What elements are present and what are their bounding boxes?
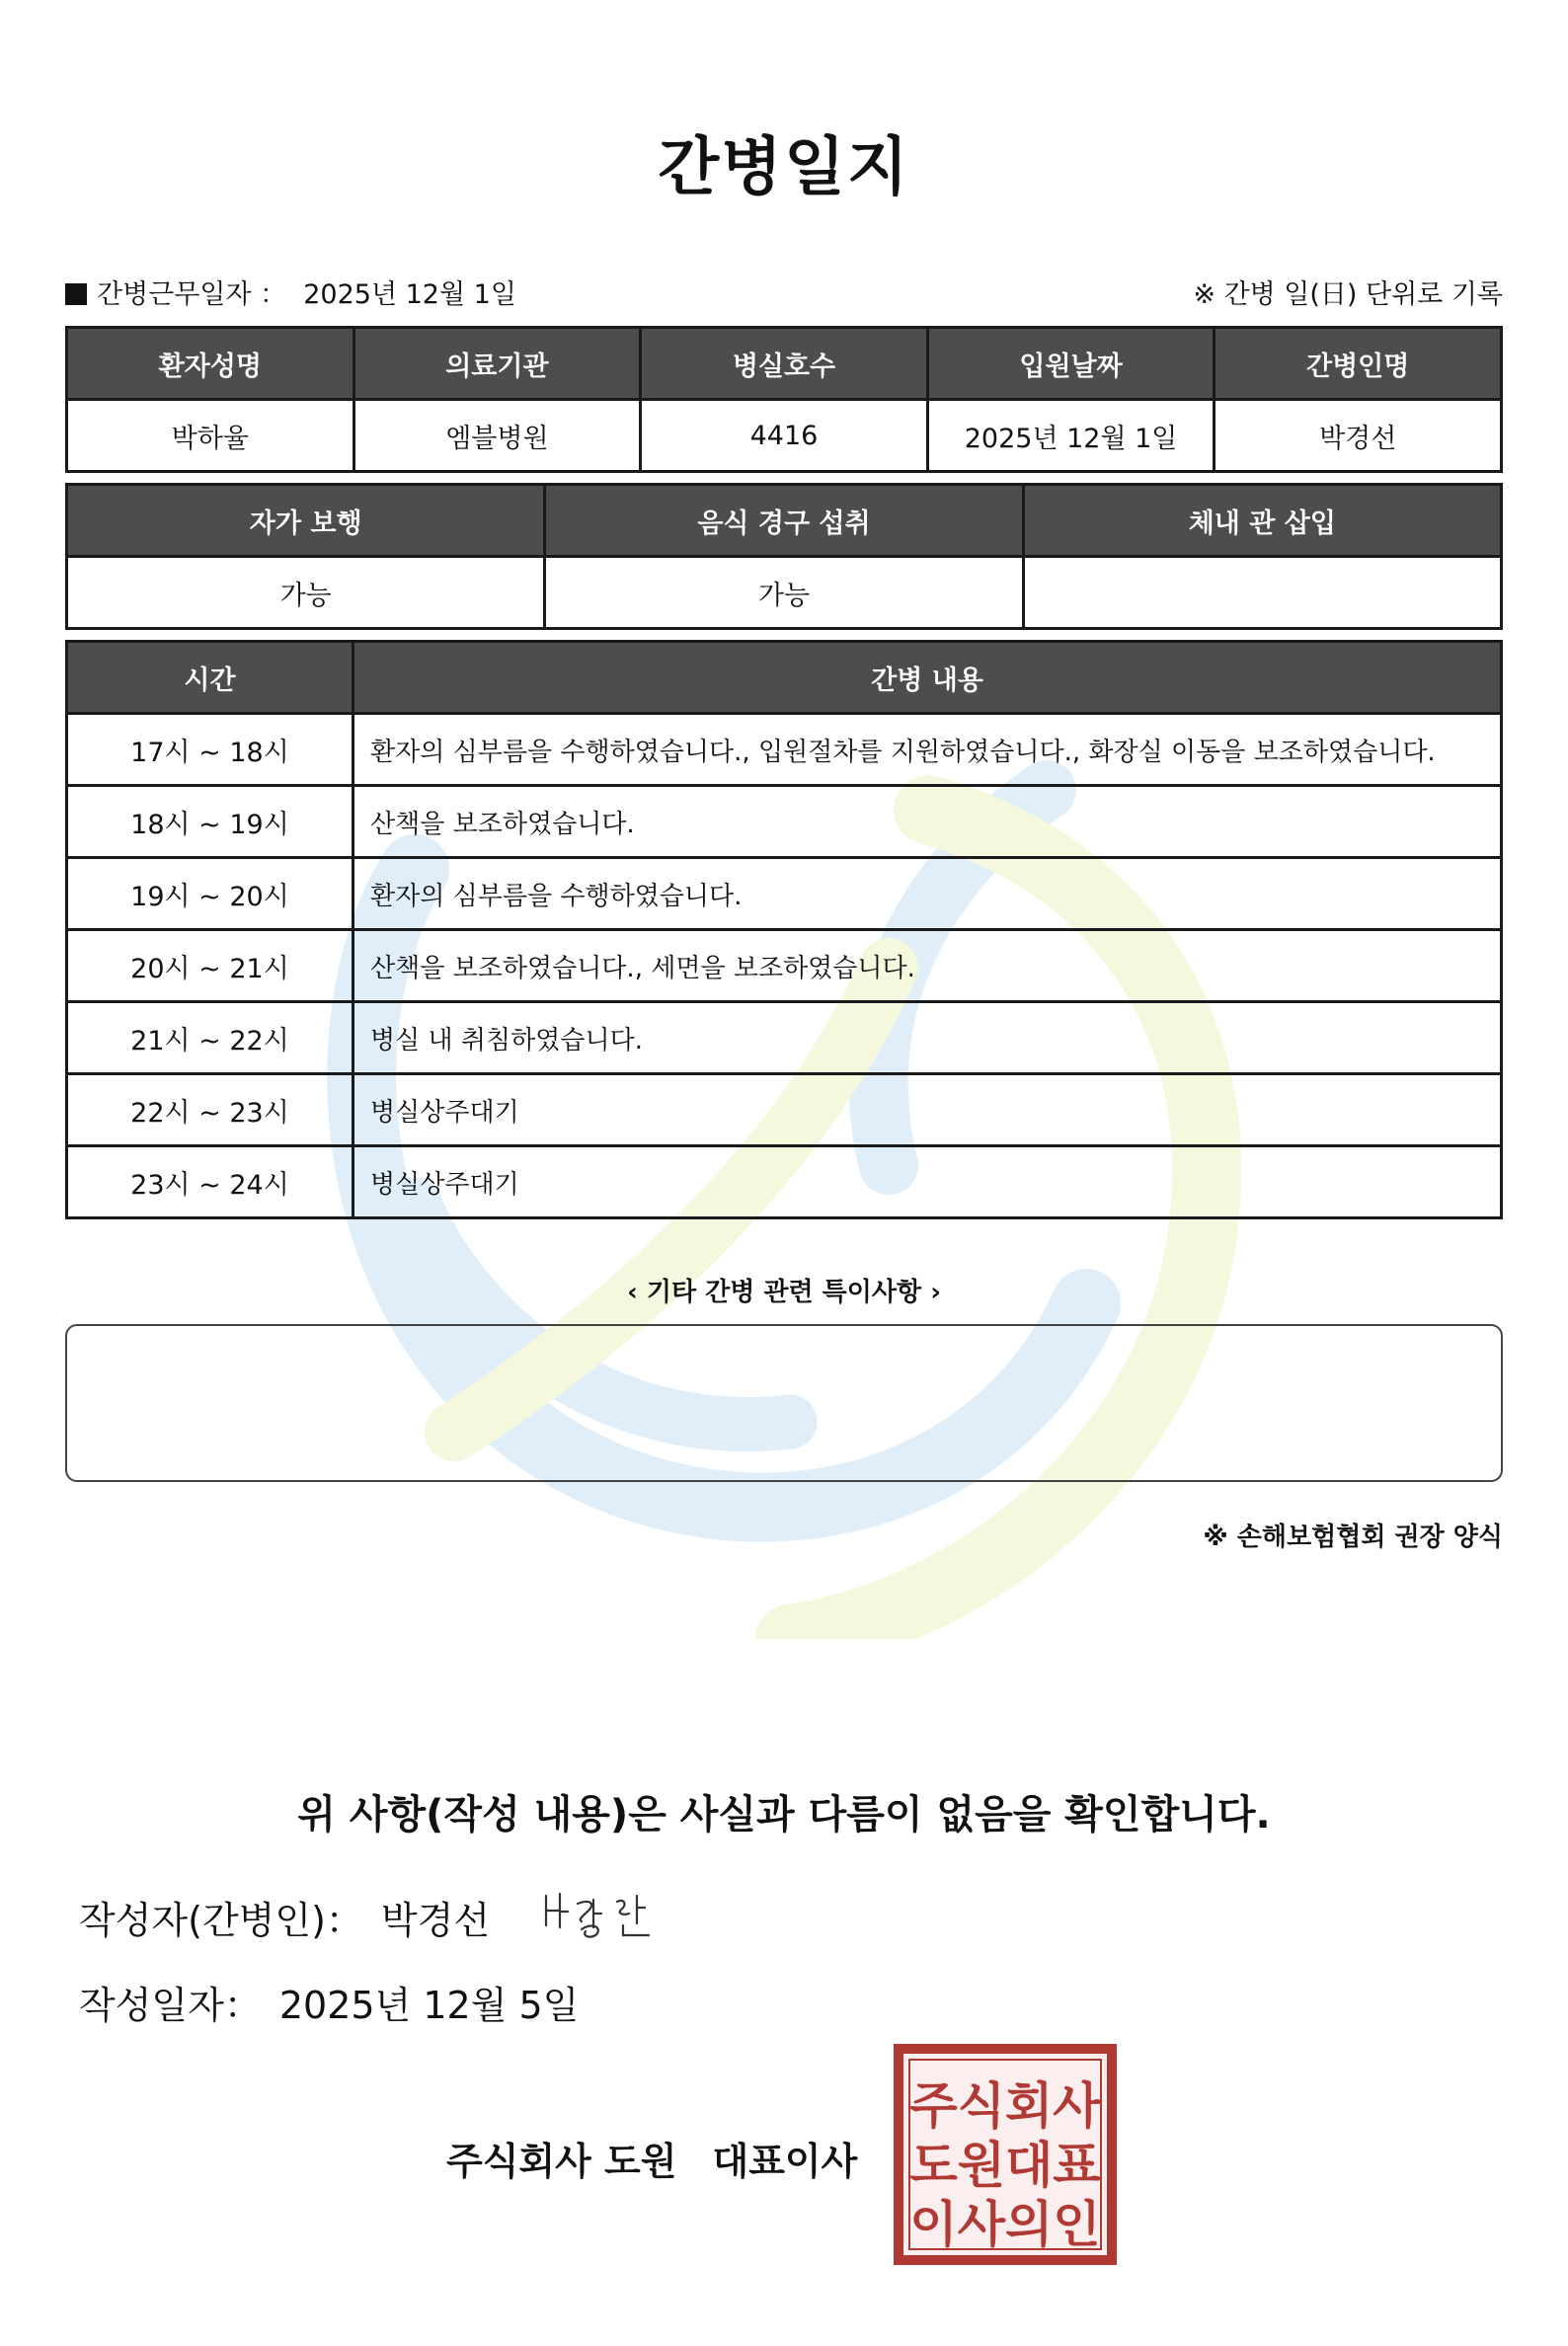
header-tube-insertion: 체내 관 삽입 <box>1023 485 1501 557</box>
table-row <box>67 1146 1502 1218</box>
table-row <box>67 930 1502 1002</box>
care-log-header-row <box>67 642 1502 714</box>
patient-header-row <box>67 328 1502 400</box>
svg-text:도원대표: 도원대표 <box>909 2137 1101 2194</box>
content-cell: 환자의 심부름을 수행하였습니다., 입원절차를 지원하였습니다., 화장실 이동을 보조하였습니다. <box>353 714 1502 786</box>
content-cell: 산책을 보조하였습니다., 세면을 보조하였습니다. <box>353 930 1502 1002</box>
patient-status-table <box>65 483 1503 630</box>
special-notes-heading: ‹ 기타 간병 관련 특이사항 › <box>627 1278 941 1307</box>
time-cell: 23시 ~ 24시 <box>67 1146 353 1218</box>
content-cell: 병실 내 취침하였습니다. <box>353 1002 1502 1074</box>
header-admission-date: 입원날짜 <box>927 328 1215 400</box>
self-walking-value: 가능 <box>67 557 545 629</box>
work-date-line <box>65 273 516 311</box>
time-cell: 17시 ~ 18시 <box>67 714 353 786</box>
table-row <box>67 1074 1502 1146</box>
work-date-value: 2025년 12월 1일 <box>303 279 516 310</box>
unit-note: ※ 간병 일(日) 단위로 기록 <box>1193 279 1503 310</box>
form-source-note: ※ 손해보험협회 권장 양식 <box>1203 1523 1503 1552</box>
company-line <box>446 2131 857 2185</box>
write-date-label: 작성일자： <box>79 1984 262 2027</box>
status-value-row <box>67 557 1502 629</box>
admission-date-value: 2025년 12월 1일 <box>927 400 1215 472</box>
time-cell: 18시 ~ 19시 <box>67 786 353 858</box>
write-date-value: 2025년 12월 5일 <box>278 1984 580 2027</box>
company-seal-stamp <box>894 2044 1117 2265</box>
time-cell: 22시 ~ 23시 <box>67 1074 353 1146</box>
svg-text:주식회사: 주식회사 <box>909 2077 1101 2135</box>
header-self-walking: 자가 보행 <box>67 485 545 557</box>
header-patient-name: 환자성명 <box>67 328 354 400</box>
handwritten-signature <box>538 1876 666 1945</box>
time-cell: 20시 ~ 21시 <box>67 930 353 1002</box>
patient-value-row <box>67 400 1502 472</box>
work-date-label: 간병근무일자 ： <box>97 279 287 310</box>
table-row <box>67 714 1502 786</box>
status-header-row <box>67 485 1502 557</box>
header-oral-intake: 음식 경구 섭취 <box>545 485 1023 557</box>
header-care-content: 간병 내용 <box>353 642 1502 714</box>
header-hospital: 의료기관 <box>353 328 641 400</box>
writer-label: 작성자(간병인)： <box>79 1899 363 1942</box>
square-bullet-icon <box>65 283 87 305</box>
document-title: 간병일지 <box>658 131 910 204</box>
patient-name-value: 박하율 <box>67 400 354 472</box>
oral-intake-value: 가능 <box>545 557 1023 629</box>
time-cell: 21시 ~ 22시 <box>67 1002 353 1074</box>
content-cell: 병실상주대기 <box>353 1146 1502 1218</box>
patient-info-table <box>65 326 1503 473</box>
special-notes-box <box>65 1324 1503 1482</box>
header-time: 시간 <box>67 642 353 714</box>
table-row <box>67 858 1502 930</box>
writer-value: 박경선 <box>380 1899 491 1942</box>
room-number-value: 4416 <box>641 400 928 472</box>
writer-line <box>79 1890 490 1944</box>
table-row <box>67 786 1502 858</box>
tube-insertion-value <box>1023 557 1501 629</box>
company-name: 주식회사 도원 <box>446 2140 677 2183</box>
confirmation-statement: 위 사항(작성 내용)은 사실과 다름이 없음을 확인합니다. <box>297 1792 1271 1838</box>
hospital-value: 엠블병원 <box>353 400 641 472</box>
care-log-table <box>65 640 1503 1219</box>
content-cell: 환자의 심부름을 수행하였습니다. <box>353 858 1502 930</box>
svg-text:이사의인: 이사의인 <box>909 2196 1101 2253</box>
write-date-line <box>79 1975 579 2029</box>
company-role: 대표이사 <box>712 2140 858 2183</box>
header-room-number: 병실호수 <box>641 328 928 400</box>
content-cell: 병실상주대기 <box>353 1074 1502 1146</box>
content-cell: 산책을 보조하였습니다. <box>353 786 1502 858</box>
time-cell: 19시 ~ 20시 <box>67 858 353 930</box>
caregiver-name-value: 박경선 <box>1215 400 1502 472</box>
header-caregiver-name: 간병인명 <box>1215 328 1502 400</box>
table-row <box>67 1002 1502 1074</box>
